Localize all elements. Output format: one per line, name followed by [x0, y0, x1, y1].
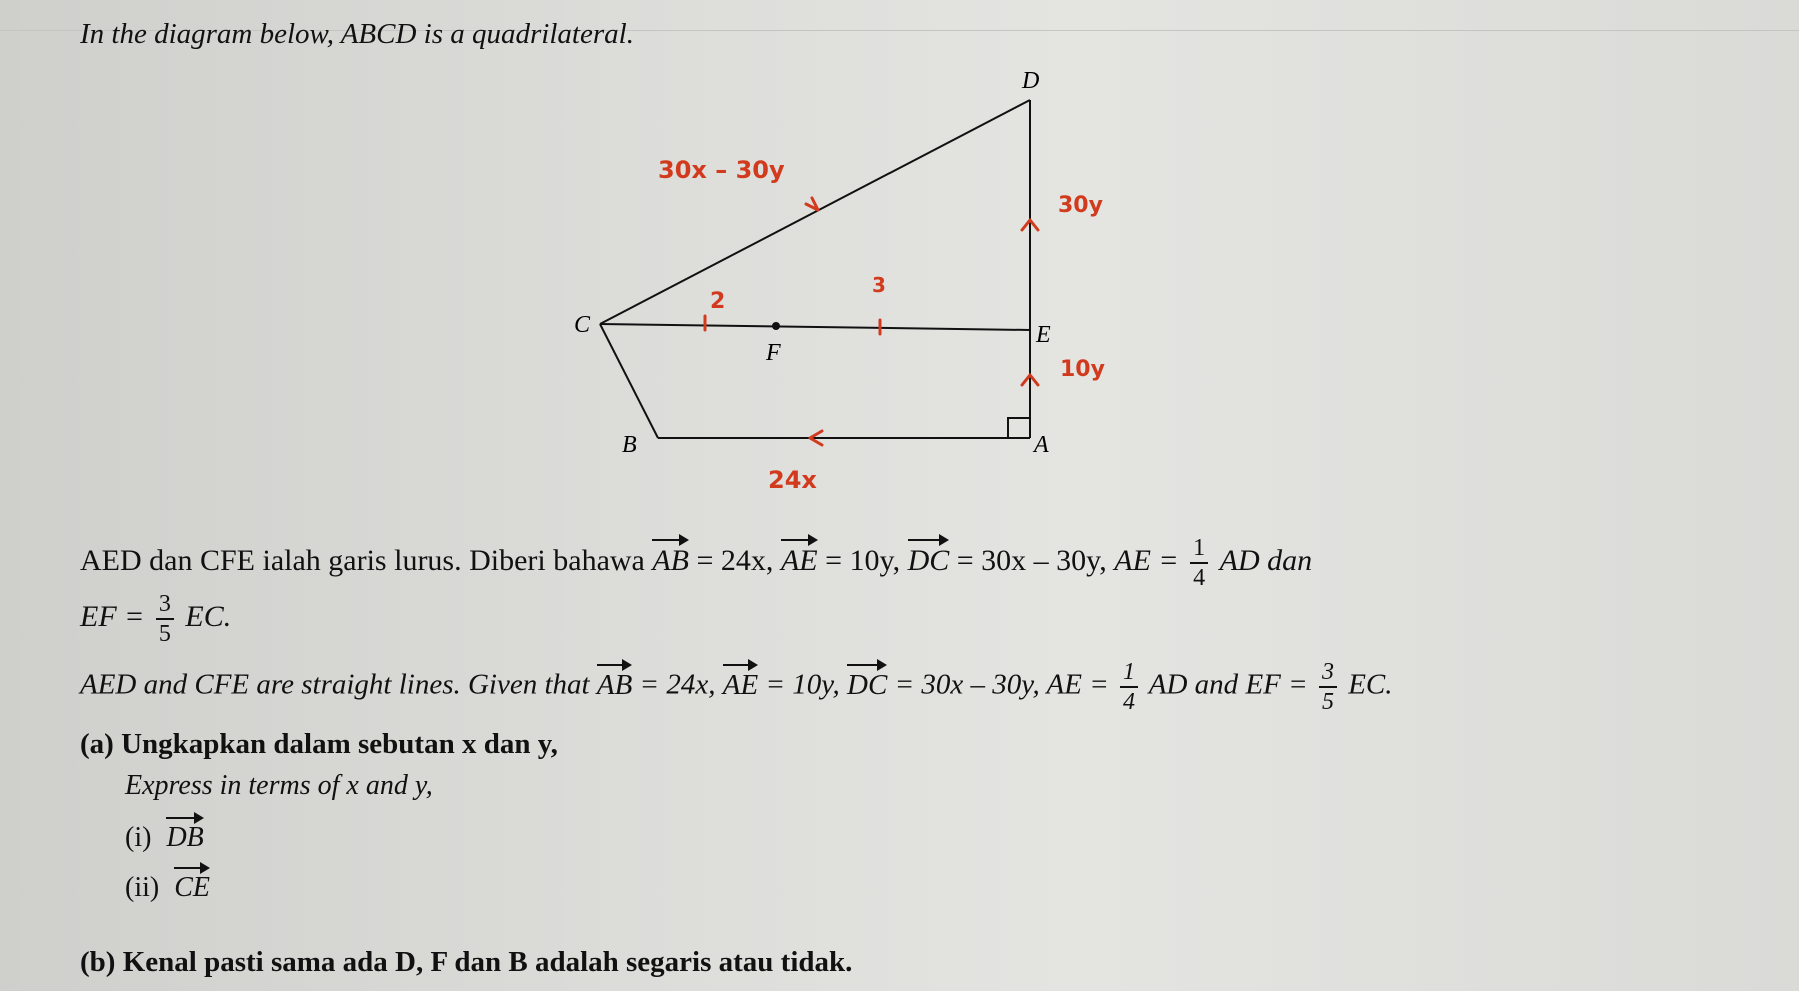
line-CE: [600, 324, 1030, 330]
ef-rhs-en: EC.: [1348, 668, 1393, 701]
point-F: [772, 322, 780, 330]
denominator: 5: [1321, 689, 1334, 715]
vertex-B: B: [622, 432, 637, 458]
part-b: [80, 946, 852, 979]
right-angle-marker: [1008, 418, 1030, 438]
vertex-A: A: [1034, 432, 1049, 458]
line-CB: [600, 324, 658, 438]
fraction-three-fifths: [156, 592, 174, 646]
malay-given-line2: [80, 592, 231, 646]
line-DC: [600, 100, 1030, 324]
part-a-i: [125, 822, 204, 854]
vertex-E: E: [1036, 322, 1051, 348]
english-given-line: [80, 660, 1393, 714]
quadrilateral-diagram: [560, 60, 1180, 505]
vector-ae: AE: [780, 543, 818, 577]
numerator: 1: [1120, 660, 1138, 688]
part-a-label: (a): [80, 728, 114, 760]
vector-dc: DC: [907, 543, 950, 577]
vertex-D: D: [1022, 68, 1040, 94]
diagram-svg: [560, 60, 1180, 500]
denominator: 4: [1193, 565, 1206, 591]
vector-ae-en: AE: [722, 668, 759, 701]
ae-ratio-rhs-en: AD and: [1148, 668, 1239, 701]
part-a-malay: [80, 728, 558, 761]
dc-value: = 30x – 30y,: [956, 543, 1107, 577]
vector-db: DB: [166, 822, 204, 853]
fraction-three-fifths-en: [1319, 660, 1337, 714]
part-a-ii: [125, 872, 210, 904]
annotation-cf: 2: [710, 289, 726, 314]
numerator: 3: [1319, 660, 1337, 688]
ae-ratio-lhs-en: AE =: [1046, 668, 1109, 701]
part-b-label: (b): [80, 946, 116, 978]
ef-lhs: EF =: [80, 599, 145, 633]
vector-ab-en: AB: [596, 668, 633, 701]
vertex-C: C: [574, 312, 591, 338]
annotation-ae: 10y: [1060, 357, 1105, 382]
vector-dc-en: DC: [847, 668, 888, 701]
malay-prefix: AED dan CFE ialah garis lurus. Diberi bahawa: [80, 543, 645, 577]
direction-arrows: [705, 198, 1038, 445]
annotation-dc: 30x – 30y: [658, 156, 785, 184]
annotation-fe: 3: [872, 273, 886, 297]
fraction-one-quarter: [1190, 536, 1208, 590]
numerator: 3: [156, 592, 174, 620]
denominator: 4: [1123, 689, 1136, 715]
ae-ratio-lhs: AE =: [1114, 543, 1179, 577]
part-a-english: Express in terms of x and y,: [125, 770, 433, 801]
annotation-ab: 24x: [768, 466, 817, 494]
ef-rhs: EC.: [185, 599, 232, 633]
annotation-ed: 30y: [1058, 193, 1103, 218]
part-b-malay-text: Kenal pasti sama ada D, F dan B adalah segaris atau tidak.: [122, 946, 853, 978]
denominator: 5: [158, 621, 171, 647]
ab-value-en: = 24x,: [639, 668, 716, 701]
fraction-one-quarter-en: [1120, 660, 1138, 714]
english-prefix: AED and CFE are straight lines. Given that: [80, 668, 590, 701]
part-a-ii-label: (ii): [125, 872, 160, 903]
vertex-F: F: [766, 340, 781, 366]
part-a-malay-text: Ungkapkan dalam sebutan x dan y,: [121, 728, 558, 760]
ae-ratio-rhs: AD dan: [1219, 543, 1313, 577]
ae-value: = 10y,: [825, 543, 901, 577]
vector-ab: AB: [652, 543, 690, 577]
question-intro: In the diagram below, ABCD is a quadrilateral.: [80, 18, 634, 50]
malay-given-line1: [80, 536, 1312, 590]
arrow-dc: [806, 198, 818, 210]
part-a-i-label: (i): [125, 822, 152, 853]
numerator: 1: [1190, 536, 1208, 564]
vector-ce: CE: [174, 872, 210, 903]
dc-value-en: = 30x – 30y,: [894, 668, 1040, 701]
ab-value: = 24x,: [696, 543, 774, 577]
ef-lhs-en: EF =: [1245, 668, 1308, 701]
ae-value-en: = 10y,: [765, 668, 840, 701]
